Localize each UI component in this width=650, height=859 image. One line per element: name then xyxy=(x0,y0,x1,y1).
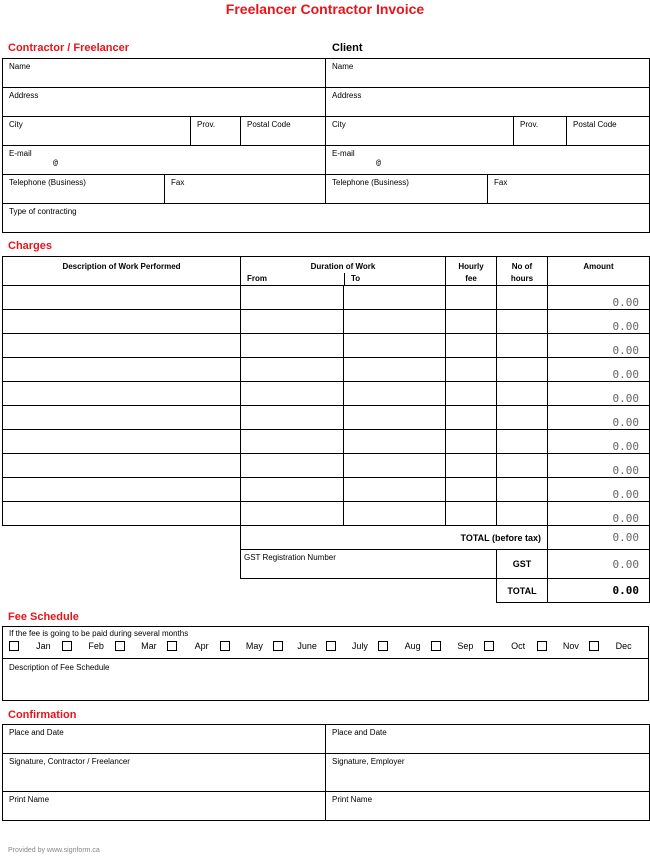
from-cell[interactable] xyxy=(241,502,344,526)
fee-schedule-description-field[interactable]: Description of Fee Schedule xyxy=(3,659,649,701)
amount-cell[interactable]: 0.00 xyxy=(548,502,650,526)
header-to: To xyxy=(344,273,445,285)
from-cell[interactable] xyxy=(241,310,344,334)
from-cell[interactable] xyxy=(241,430,344,454)
hourly-fee-cell[interactable] xyxy=(446,406,497,430)
hours-cell[interactable] xyxy=(497,358,548,382)
month-option xyxy=(589,641,642,651)
table-row xyxy=(3,310,650,334)
type-of-contracting-field[interactable]: Type of contracting xyxy=(3,204,650,233)
month-checkbox[interactable] xyxy=(62,641,72,651)
table-row xyxy=(3,334,650,358)
month-option xyxy=(167,641,220,651)
amount-cell[interactable]: 0.00 xyxy=(548,478,650,502)
hours-cell[interactable] xyxy=(497,310,548,334)
amount-cell[interactable]: 0.00 xyxy=(548,454,650,478)
hours-cell[interactable] xyxy=(497,286,548,310)
employer-signature-field[interactable]: Signature, Employer xyxy=(326,754,650,792)
client-prov-field[interactable]: Prov. xyxy=(514,117,567,146)
table-row xyxy=(3,358,650,382)
month-checkbox[interactable] xyxy=(589,641,599,651)
hours-cell[interactable] xyxy=(497,430,548,454)
month-option xyxy=(326,641,379,651)
to-cell[interactable] xyxy=(344,406,446,430)
month-option xyxy=(62,641,115,651)
party-table xyxy=(2,58,650,233)
description-cell[interactable] xyxy=(3,454,241,478)
section-charges: Charges xyxy=(8,240,53,252)
to-cell[interactable] xyxy=(344,334,446,358)
month-label: Mar xyxy=(141,641,157,651)
table-row xyxy=(3,286,650,310)
description-cell[interactable] xyxy=(3,430,241,454)
client-address-field[interactable]: Address xyxy=(326,88,650,117)
client-tel-field[interactable]: Telephone (Business) xyxy=(326,175,488,204)
hours-cell[interactable] xyxy=(497,334,548,358)
total-amount[interactable]: 0.00 xyxy=(548,579,650,603)
from-cell[interactable] xyxy=(241,406,344,430)
hourly-fee-cell[interactable] xyxy=(446,358,497,382)
description-cell[interactable] xyxy=(3,286,241,310)
hours-cell[interactable] xyxy=(497,406,548,430)
amount-cell[interactable]: 0.00 xyxy=(548,430,650,454)
contractor-address-field[interactable]: Address xyxy=(3,88,326,117)
to-cell[interactable] xyxy=(344,478,446,502)
month-option xyxy=(431,641,484,651)
to-cell[interactable] xyxy=(344,430,446,454)
description-cell[interactable] xyxy=(3,502,241,526)
amount-cell[interactable]: 0.00 xyxy=(548,286,650,310)
page-title: Freelancer Contractor Invoice xyxy=(225,1,425,17)
amount-cell[interactable]: 0.00 xyxy=(548,406,650,430)
client-city-field[interactable]: City xyxy=(326,117,514,146)
total-before-tax-amount[interactable]: 0.00 xyxy=(548,526,650,550)
gst-amount[interactable]: 0.00 xyxy=(548,550,650,579)
month-label: May xyxy=(245,641,263,651)
month-label: July xyxy=(351,641,368,651)
amount-cell[interactable]: 0.00 xyxy=(548,334,650,358)
table-row xyxy=(3,502,650,526)
hourly-fee-cell[interactable] xyxy=(446,334,497,358)
from-cell[interactable] xyxy=(241,334,344,358)
confirmation-table xyxy=(2,724,650,821)
hours-cell[interactable] xyxy=(497,382,548,406)
table-row xyxy=(3,382,650,406)
contractor-fax-field[interactable]: Fax xyxy=(165,175,326,204)
hourly-fee-cell[interactable] xyxy=(446,478,497,502)
client-fax-field[interactable]: Fax xyxy=(488,175,650,204)
month-checkbox[interactable] xyxy=(220,641,230,651)
hours-cell[interactable] xyxy=(497,478,548,502)
table-row xyxy=(3,478,650,502)
employer-print-name-field[interactable]: Print Name xyxy=(326,792,650,821)
gst-label: GST xyxy=(497,550,548,579)
charges-table xyxy=(2,256,650,603)
hourly-fee-cell[interactable] xyxy=(446,502,497,526)
to-cell[interactable] xyxy=(344,502,446,526)
section-client: Client xyxy=(332,42,363,54)
to-cell[interactable] xyxy=(344,310,446,334)
header-description: Description of Work Performed xyxy=(3,257,241,286)
from-cell[interactable] xyxy=(241,454,344,478)
employer-place-date-field[interactable]: Place and Date xyxy=(326,725,650,754)
hourly-fee-cell[interactable] xyxy=(446,454,497,478)
contractor-name-field[interactable]: Name xyxy=(3,59,326,88)
month-label: June xyxy=(297,641,317,651)
month-checkbox[interactable] xyxy=(431,641,441,651)
month-label: Aug xyxy=(404,641,421,651)
contractor-prov-field[interactable]: Prov. xyxy=(191,117,241,146)
section-contractor: Contractor / Freelancer xyxy=(8,42,130,54)
contractor-email-field[interactable]: E-mail @ xyxy=(3,146,326,175)
hourly-fee-cell[interactable] xyxy=(446,382,497,406)
month-checkbox[interactable] xyxy=(115,641,125,651)
month-option xyxy=(9,641,62,651)
from-cell[interactable] xyxy=(241,382,344,406)
description-cell[interactable] xyxy=(3,382,241,406)
description-cell[interactable] xyxy=(3,358,241,382)
at-symbol: @ xyxy=(53,158,58,167)
month-option xyxy=(378,641,431,651)
description-cell[interactable] xyxy=(3,310,241,334)
contractor-tel-field[interactable]: Telephone (Business) xyxy=(3,175,165,204)
month-option xyxy=(115,641,168,651)
header-amount: Amount xyxy=(548,257,650,286)
to-cell[interactable] xyxy=(344,358,446,382)
hours-cell[interactable] xyxy=(497,502,548,526)
month-label: Dec xyxy=(615,641,632,651)
month-checkbox[interactable] xyxy=(537,641,547,651)
contractor-signature-field[interactable]: Signature, Contractor / Freelancer xyxy=(3,754,326,792)
month-label: Oct xyxy=(511,641,526,651)
month-checkbox-row xyxy=(3,638,648,654)
from-cell[interactable] xyxy=(241,358,344,382)
client-postal-field[interactable]: Postal Code xyxy=(567,117,650,146)
month-option xyxy=(220,641,273,651)
month-checkbox[interactable] xyxy=(9,641,19,651)
month-option xyxy=(484,641,537,651)
fee-schedule-months-cell xyxy=(3,627,649,659)
amount-cell[interactable]: 0.00 xyxy=(548,382,650,406)
header-hours: No of hours xyxy=(497,257,548,286)
contractor-city-field[interactable]: City xyxy=(3,117,191,146)
month-label: Sep xyxy=(457,641,474,651)
from-cell[interactable] xyxy=(241,286,344,310)
month-option xyxy=(273,641,326,651)
contractor-print-name-field[interactable]: Print Name xyxy=(3,792,326,821)
description-cell[interactable] xyxy=(3,478,241,502)
month-checkbox[interactable] xyxy=(167,641,177,651)
month-label: Jan xyxy=(36,641,51,651)
month-checkbox[interactable] xyxy=(484,641,494,651)
hours-cell[interactable] xyxy=(497,454,548,478)
table-row xyxy=(3,406,650,430)
total-before-tax-label: TOTAL (before tax) xyxy=(241,526,548,550)
section-fee-schedule: Fee Schedule xyxy=(8,611,79,623)
at-symbol: @ xyxy=(376,158,381,167)
contractor-postal-field[interactable]: Postal Code xyxy=(241,117,326,146)
description-cell[interactable] xyxy=(3,334,241,358)
hourly-fee-cell[interactable] xyxy=(446,286,497,310)
to-cell[interactable] xyxy=(344,454,446,478)
fee-schedule-note: If the fee is going to be paid during several months xyxy=(9,629,189,638)
month-label: Feb xyxy=(88,641,104,651)
hourly-fee-cell[interactable] xyxy=(446,430,497,454)
contractor-place-date-field[interactable]: Place and Date xyxy=(3,725,326,754)
to-cell[interactable] xyxy=(344,382,446,406)
month-option xyxy=(537,641,590,651)
amount-cell[interactable]: 0.00 xyxy=(548,358,650,382)
hourly-fee-cell[interactable] xyxy=(446,310,497,334)
fee-schedule-table xyxy=(2,626,649,701)
header-from: From xyxy=(247,274,267,283)
client-email-field[interactable]: E-mail @ xyxy=(326,146,650,175)
description-cell[interactable] xyxy=(3,406,241,430)
table-row xyxy=(3,430,650,454)
amount-cell[interactable]: 0.00 xyxy=(548,310,650,334)
month-checkbox[interactable] xyxy=(273,641,283,651)
gst-registration-field[interactable]: GST Registration Number xyxy=(241,550,497,579)
header-duration: Duration of Work From To xyxy=(241,257,446,286)
from-cell[interactable] xyxy=(241,478,344,502)
month-checkbox[interactable] xyxy=(378,641,388,651)
footer-credit: Provided by www.signform.ca xyxy=(8,847,100,854)
total-label: TOTAL xyxy=(497,579,548,603)
month-checkbox[interactable] xyxy=(326,641,336,651)
month-label: Apr xyxy=(194,641,209,651)
month-label: Nov xyxy=(562,641,579,651)
header-hourly-fee: Hourly fee xyxy=(446,257,497,286)
client-name-field[interactable]: Name xyxy=(326,59,650,88)
to-cell[interactable] xyxy=(344,286,446,310)
table-row xyxy=(3,454,650,478)
section-confirmation: Confirmation xyxy=(8,709,77,721)
